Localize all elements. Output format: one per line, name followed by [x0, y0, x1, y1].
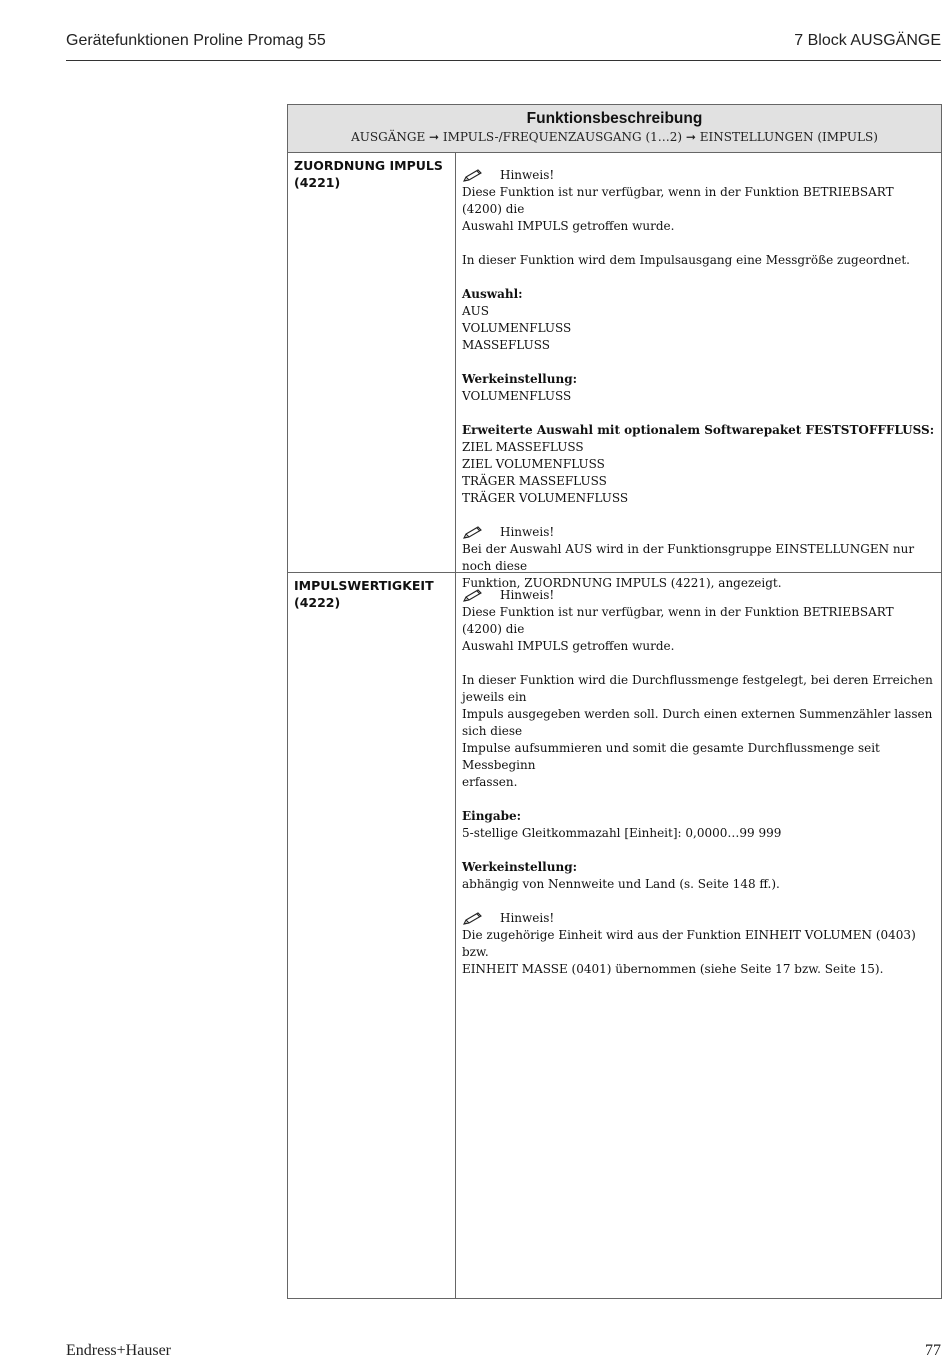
selection-option: AUS: [462, 304, 489, 318]
note-text: Diese Funktion ist nur verfügbar, wenn in der Funktion BETRIEBSART (4200) die: [462, 185, 894, 216]
note-label: Hinweis!: [500, 588, 555, 602]
input-range: 5-stellige Gleitkommazahl [Einheit]: 0,0000…99 999: [462, 826, 782, 840]
function-name-cell: [288, 573, 456, 1298]
function-code: (4222): [294, 595, 341, 610]
description-text: erfassen.: [462, 775, 518, 789]
note-text: Diese Funktion ist nur verfügbar, wenn in der Funktion BETRIEBSART (4200) die: [462, 605, 894, 636]
note-heading: [462, 910, 935, 927]
description-text: Impulse aufsummieren und somit die gesamte Durchflussmenge seit Messbeginn: [462, 741, 880, 772]
note-text: Auswahl IMPULS getroffen wurde.: [462, 639, 675, 653]
function-name: ZUORDNUNG IMPULS: [294, 158, 443, 173]
description-text: In dieser Funktion wird dem Impulsausgang eine Messgröße zugeordnet.: [462, 253, 910, 267]
pencil-note-icon: [462, 169, 484, 183]
default-value: abhängig von Nennweite und Land (s. Seite 148 ff.).: [462, 877, 780, 891]
input-label: Eingabe:: [462, 809, 522, 823]
note-text: EINHEIT MASSE (0401) übernommen (siehe Seite 17 bzw. Seite 15).: [462, 962, 884, 976]
default-value: VOLUMENFLUSS: [462, 389, 572, 403]
note-text: Bei der Auswahl AUS wird in der Funktionsgruppe EINSTELLUNGEN nur noch diese: [462, 542, 915, 573]
function-name: IMPULSWERTIGKEIT: [294, 578, 434, 593]
table-row: [288, 573, 941, 1298]
running-header-title: Gerätefunktionen Proline Promag 55: [66, 32, 326, 49]
note-text: Auswahl IMPULS getroffen wurde.: [462, 219, 675, 233]
running-header-chapter: 7 Block AUSGÄNGE: [794, 32, 941, 49]
description-text: In dieser Funktion wird die Durchflussmenge festgelegt, bei deren Erreichen jeweils ein: [462, 673, 933, 704]
note-label: Hinweis!: [500, 525, 555, 539]
note-text: Die zugehörige Einheit wird aus der Funktion EINHEIT VOLUMEN (0403) bzw.: [462, 928, 916, 959]
selection-option: VOLUMENFLUSS: [462, 321, 572, 335]
page-number: 77: [925, 1342, 941, 1359]
selection-label: Auswahl:: [462, 287, 523, 301]
note-heading: [462, 587, 935, 604]
default-label: Werkeinstellung:: [462, 372, 578, 386]
function-description-cell: [456, 153, 941, 590]
note-label: Hinweis!: [500, 911, 555, 925]
extended-option: ZIEL VOLUMENFLUSS: [462, 457, 605, 471]
table-title: Funktionsbeschreibung: [526, 110, 703, 127]
extended-selection-label: Erweiterte Auswahl mit optionalem Softwarepaket FESTSTOFFFLUSS:: [462, 423, 935, 437]
function-description-cell: [456, 573, 941, 1298]
default-label: Werkeinstellung:: [462, 860, 578, 874]
function-table: [287, 104, 942, 1299]
note-label: Hinweis!: [500, 168, 555, 182]
description-text: Impuls ausgegeben werden soll. Durch einen externen Summenzähler lassen sich diese: [462, 707, 933, 738]
extended-option: TRÄGER VOLUMENFLUSS: [462, 491, 629, 505]
table-header: [288, 105, 941, 153]
function-name-cell: [288, 153, 456, 572]
function-code: (4221): [294, 175, 341, 190]
extended-option: ZIEL MASSEFLUSS: [462, 440, 584, 454]
note-text: Funktion, ZUORDNUNG IMPULS (4221), angezeigt.: [462, 576, 782, 590]
note-heading: [462, 524, 935, 541]
footer-brand: Endress+Hauser: [66, 1342, 171, 1359]
pencil-note-icon: [462, 589, 484, 603]
extended-option: TRÄGER MASSEFLUSS: [462, 474, 607, 488]
menu-path: AUSGÄNGE ➞ IMPULS-/FREQUENZAUSGANG (1…2) ➞ EINSTELLUNGEN (IMPULS): [351, 130, 878, 144]
pencil-note-icon: [462, 526, 484, 540]
header-rule: [66, 60, 941, 61]
note-heading: [462, 167, 935, 184]
selection-option: MASSEFLUSS: [462, 338, 550, 352]
pencil-note-icon: [462, 912, 484, 926]
